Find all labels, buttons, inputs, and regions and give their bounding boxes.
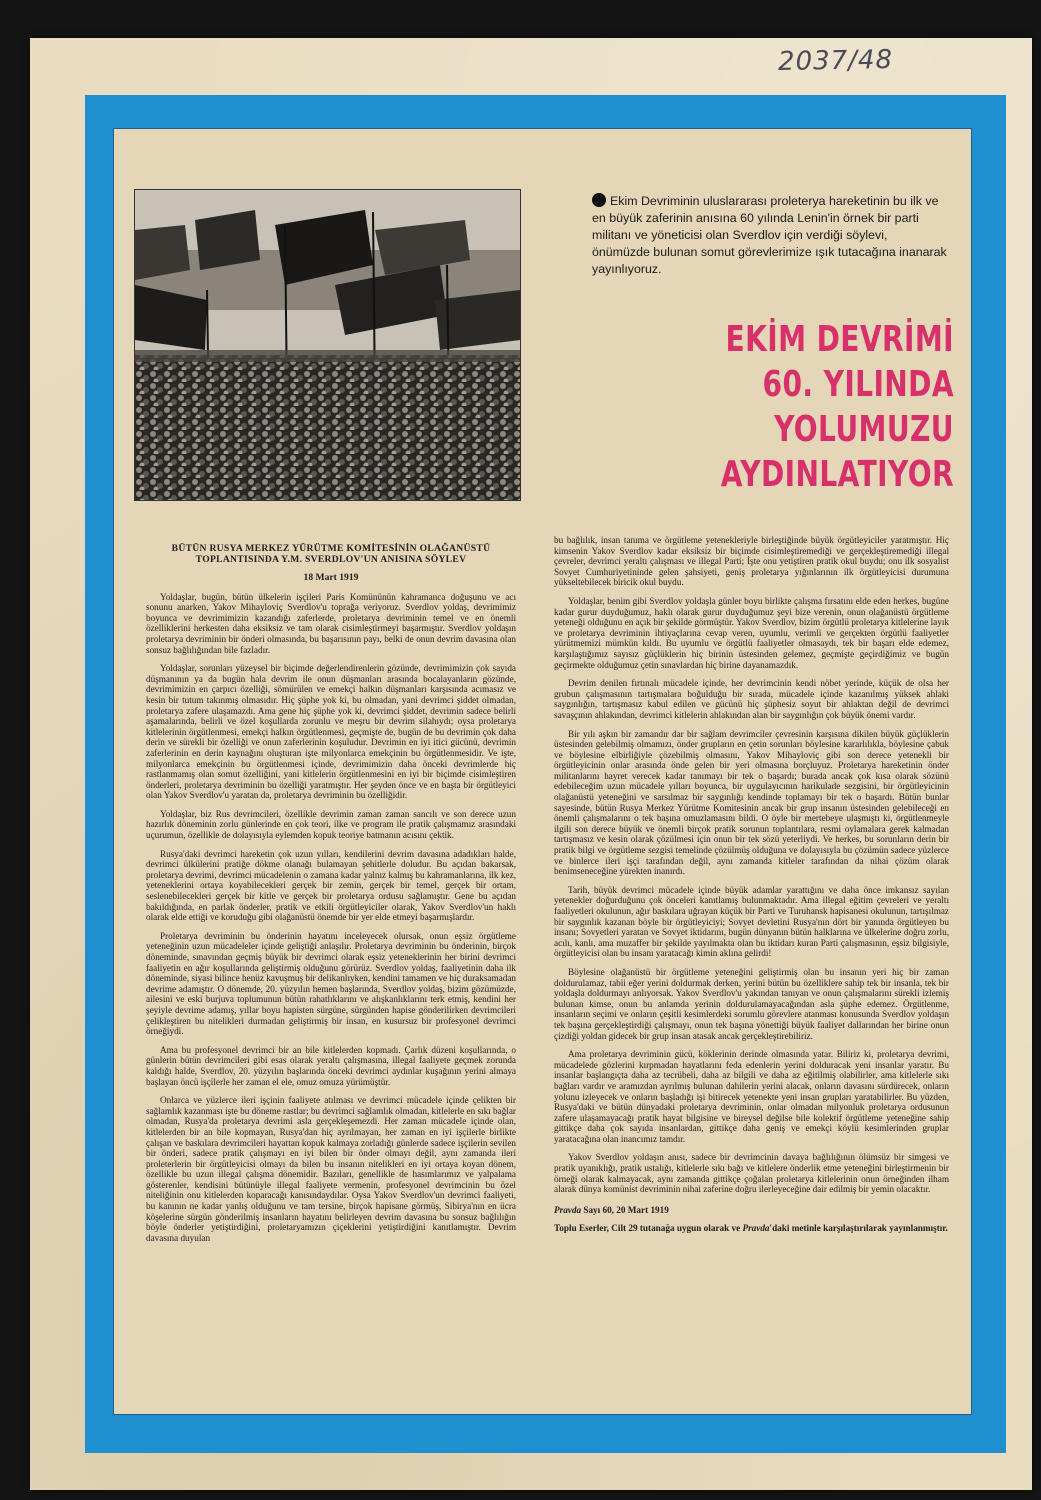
- source-citation: [554, 1205, 949, 1216]
- paragraph: Devrim denilen fırtınalı mücadele içinde, her devrimcinin kendi nöbet yerinde, küçük de olsa her grubun çalışmasının tartışmalara boğulduğu bir sırada, mücadele içinde kazanılmış yüksek ahlaki saygınlığın, tartışmasız kabul edilen ve gücünü hiç şüphesiz soyut bir ahlaktan değil de devrimci savaşçının ahlakından, devrimci kitlelerin ahlakından alan bir saygınlığın çok büyük önemi vardır.: [554, 678, 949, 720]
- left-text-column: [146, 543, 516, 1251]
- paragraph: Tarih, büyük devrimci mücadele içinde büyük adamlar yarattığını ve daha önce imkansız sayılan yetenekler doğurduğunu çok önceleri kanıtlamış bulunmaktadır. Ama illegal eğitim çevreleri ve yeraltı faaliyetleri okulunun, ağır baskılara uğrayan küçük bir Parti ve Turuhansk hapisanesi okulunun, tartışılmaz bir saygınlık kazanan böyle bir örgütleyiciyi; Sovyet devletini Rusya'nın dört bir yanında örgütleyen bu insanı; Sovyetleri yaratan ve Sovyet iktidarını, bugün dünyanın bütün halklarına ve ülkelerine doğru zorlu, acılı, kanlı, ama muzaffer bir şekilde yayılmakta olan bu iktidarı kuran Parti çalışmasının, eşsiz bilgisiyle, örgütleyicisi olan bu insanı yaratacağı kimin aklına gelirdi!: [554, 884, 949, 959]
- headline-line-4: AYDINLATIYOR: [720, 454, 954, 495]
- headline-line-1: EKİM DEVRİMİ: [725, 319, 954, 360]
- paragraph: Böylesine olağanüstü bir örgütleme yeteneğini geliştirmiş olan bu insanın yeri hiç bir zaman doldurulamaz, tabii eğer yerini doldurmak derken, yerini bütün bu özelliklere sahip tek bir insanla, tek bir yoldaşla doldurmayı anlıyorsak. Yakov Sverdlov'u yakından tanıyan ve onun çalışmalarını sürekli izlemiş bulunan kimse, onun bu anlamda yerinin doldurulamayacağından asla şüphe edemez. Örgütlenme, insanların seçimi ve onların çeşitli kesimlerdeki sorumlu görevlere atanması konusunda Sverdlov yoldaşın tek başına gerçekleştirdiği çalışmayı, onun tek başına yönettiği büyük faaliyet dallarından her birine onun çizdiği yoldan gidecek bir grup insan atasak ancak gerçekleştirebiliriz.: [554, 966, 949, 1041]
- content-panel: [113, 128, 972, 1415]
- paragraph: Yoldaşlar, biz Rus devrimcileri, özellikle devrimin zaman zaman sancılı ve son derece uzun hazırlık döneminin zorlu günlerinde en çok teori, ilke ve program ile pratik çalışmamız arasındaki uçurumun, özellikle de dolayısıyla eylemden kopuk teoriye batmanın acısını çektik.: [146, 808, 516, 841]
- source-issue: Sayı 60, 20 Mart 1919: [583, 1204, 669, 1215]
- paragraph: Onlarca ve yüzlerce ileri işçinin faaliyete atılması ve devrimci mücadele içinde çelikten bir sağlamlık kazanması işte bu döneme rastlar; bu devrimci sağlamlık olmadan, kitlelerle en sıkı bağlar olmadan, Rusya'da proletarya devrimi asla gerçekleşemezdi. Her zaman mücadele içinde olan, kitlelerden bir an bile kopmayan, Rusya'dan hiç ayrılmayan, her zaman en iyi işçilerle birlikte çalışan ve baskılara devrimcileri hayattan kopuk kalmaya zorladığı günlerde sadece işçilerin sevilen bir önderi, sadece pratik çalışmayı en iyi bilen bir önder olmayı değil, aynı zamanda ileri proleterlerin bir örgütleyicisi olmayı da bilen bu insanın nitelikleri en iyi ortaya koyan dönem, özellikle bu uzun illegal çalışma dönemidir. Bazıları, genellikle de hasımlarımız ve yalpalama gösterenler, kendisini bütünüyle illegal faaliyete vermenin, profesyonel devrimcinin bu özel niteliğinin onu kitlelerden koparacağı kanısındaydılar. Oysa Yakov Sverdlov'un devrimci faaliyeti, bu kanının ne kadar yanlış olduğunu ve tam tersine, birçok hapisane görmüş, Sibirya'nın en ücra köşelerine sürgün gönderilmiş insanların hayatını belirleyen devrim davasına bu sonsuz bağlılığın böyle önderler yetiştirdiğini, proletaryamızın çiçeklerini yetiştirdiğini kanıtlamıştır. Devrim davasına duyulan: [146, 1095, 516, 1243]
- speech-title: BÜTÜN RUSYA MERKEZ YÜRÜTME KOMİTESİNİN OLAĞANÜSTÜ TOPLANTISINDA Y.M. SVERDLOV'UN ANISINA SÖYLEV: [171, 543, 491, 565]
- paragraph: Yoldaşlar, sorunları yüzeysel bir biçimde değerlendirenlerin gözünde, devrimimizin çok sayıda düşmanının ya da bugün hala devrim ile onun düşmanları arasında bocalayanların gözünde, devrimimizin en çarpıcı özelliği, sömürülen ve emekçi halkın düşmanları karşısında acımasız ve kesin bir tutum takınmış olmasıdır. Hiç şüphe yok ki, bu olmadan, yani devrimci şiddet olmadan, proletarya zafere ulaşamazdı. Ama gene hiç şüphe yok ki, devrimci şiddet, devrimin sadece belirli aşamalarında, belirli ve özel koşullarda zorunlu ve meşru bir devrim silahıydı; oysa proletarya kitlelerinin örgütlenmesi, emekçi halkın örgütlenmesi, geçmişte de, bugün de bu devrimin çok daha derin ve sürekli bir özelliği ve onun zaferlerinin koşuludur. Devrimin en iyi itici gücünü, devrimin zaferlerinin en derin kaynağını oluşturan işte milyonlarca emekçinin bu örgütlenmesidir. Ve işte, milyonlarca emekçinin bu örgütlenmesi içinde, devrimimizin daha önceki devrimlerde hiç rastlanmamış olan somut özelliğini, yani kitlelerin örgütlenmesini en iyi bir biçimde cisimleştiren önderleri, proletarya devriminin bu özelliği yaratmıştır. Her şeyden önce ve en başta bir örgütleyici olan Yakov Sverdlov'u yaratan da, proletarya devriminin bu özelliğidir.: [146, 663, 516, 801]
- paragraph: Proletarya devriminin bu önderinin hayatını inceleyecek olursak, onun eşsiz örgütleme yeteneğinin uzun mücadeleler içinde geliştiği anlaşılır. Proletarya devriminin bu önderinin, birçok döneminde, sınavından geçmiş büyük bir devrimci olarak eşsiz yeteneklerinin her birini devrimci faaliyetin en ağır koşullarında geliştirmiş olduğunu görürüz. Sverdlov yoldaş, faaliyetinin daha ilk döneminde, siyasi bilince henüz kavuşmuş bir delikanlıyken, kendini tamamen ve hiç duraksamadan devrime adamıştır. O dönemde, 20. yüzyılın hemen başlarında, Sverdlov yoldaş, bizim gözümüzde, ailesini ve eski burjuva toplumunun bütün rahatlıklarını ve alışkanlıklarını terk etmiş, kendini her şeyiyle devrime adamış, yıllar boyu hapisten sürgüne, sürgünden hapise gönderilirken devrimcileri çelikleştiren bu nitelikleri durmadan geliştirmiş bir insan, en kusursuz bir profesyonel devrimci örneğiydi.: [146, 930, 516, 1037]
- speech-date: 18 Mart 1919: [303, 572, 359, 583]
- headline-line-3: YOLUMUZU: [774, 409, 954, 450]
- crowd-photograph: [134, 189, 521, 501]
- paragraph: Ama bu profesyonel devrimci bir an bile kitlelerden kopmadı. Çarlık düzeni koşullarında, o günlerin bütün devrimcileri gibi esas olarak yeraltı çalışmasına, illegal faaliyete geçmek zorunda kaldığı halde, Sverdlov, 20. yüzyılın başlarında önceki devrimci aydınlar kuşağının yerini almaya başlayan öncü işçilerle her zaman el ele, omuz omuza yürümüştür.: [146, 1044, 516, 1087]
- source-publication: Pravda: [554, 1204, 582, 1215]
- paragraph: Yakov Sverdlov yoldaşın anısı, sadece bir devrimcinin davaya bağlılığının ölümsüz bir simgesi ve pratik uyanıklığı, pratik ustalığı, kitlelerle sıkı bağı ve kitlelere önderlik etme yeteneğini birleştirmenin bir örneği olarak kalmayacak, aynı zamanda gittikçe çoğalan proletarya kitlelerinin onun örneğinden ilham alarak dünya komünist devriminin nihai zaferine doğru ilerleyeceğine dair edilmiş bir yemin olacaktır.: [554, 1152, 949, 1195]
- headline-line-2: 60. YILINDA: [762, 364, 954, 405]
- collected-works-publication: Pravda: [742, 1223, 770, 1234]
- collected-works-note: [554, 1223, 949, 1234]
- intro-paragraph: [592, 193, 947, 278]
- intro-text: Ekim Devriminin uluslararası proleterya hareketinin bu ilk ve en büyük zaferinin anısına 60 yılında Lenin'in örnek bir parti militanı ve yöneticisi olan Sverdlov için verdiği söylevi, önümüzde bulunan somut görevlerimize ışık tutacağına inanarak yayınlıyoruz.: [592, 194, 947, 276]
- crowd-with-banners-illustration: [135, 190, 520, 500]
- paragraph: Yoldaşlar, benim gibi Sverdlov yoldaşla günler boyu birlikte çalışma fırsatını elde eden herkes, bugüne kadar gurur duyduğumuz, haklı olarak gurur duyduğumuz şeyi bize verenin, onun olağanüstü örgütleme yeteneği olduğunu en açık bir şekilde görmüştür. Yakov Sverdlov, bizim örgütlü proletarya kitlelerine layık ve proletarya devriminin ihtiyaçlarına cevap veren, uyumlu, verimli ve gerçekten örgütlü faaliyetler yürütmemizi mümkün kıldı. Bu uyumlu ve örgütlü faaliyetler olmasaydı, tek bir başarı elde edemez, karşılaştığımız sayısız güçlüklerin hiç birinin üstesinden gelemez, geçmişte geçirdiğimiz ve bugün geçirmekte olduğumuz çetin sınavlardan hiç birine dayanamazdık.: [554, 595, 949, 670]
- handwritten-archive-number: 2037/48: [777, 44, 894, 78]
- bullet-dot-icon: [592, 193, 606, 207]
- paragraph: Ama proletarya devriminin gücü, köklerinin derinde olmasında yatar. Biliriz ki, proletarya devrimi, mücadelede gözlerini kırpmadan hayatlarını feda edenlerin yerini dolduracak yeni insanlar yaratır. Bu insanlar başlangıçta daha az tecrübeli, daha az bilgili ve daha az eğitilmiş olabilirler, ama kitlelerle sıkı bağları vardır ve aramızdan ayrılmış bulunan dahilerin yerini alacak, onların davasını sürdürecek, onların yolunu izleyecek ve onların başladığı işi bitirecek yetenekte yeni insan grupları yaratabilirler. Bu yüzden, Rusya'daki ve bütün dünyadaki proletarya devriminin, onlar olmadan milyonluk proletarya ordusunun zafere ulaşamayacağı pratik hayat bilgisine ve bireysel değilse bile kolektif örgütleme yeteneğine sahip gittikçe daha çok sayıda insanlardan, gittikçe daha geniş ve emekçi köylü kesimlerinden gruplar yaratacağına olan inancımız tamdır.: [554, 1049, 949, 1144]
- paragraph: bu bağlılık, insan tanıma ve örgütleme yetenekleriyle birleştiğinde büyük örgütleyiciler yaratmıştır. Hiç kimsenin Yakov Sverdlov kadar eksiksiz bir biçimde cisimleştiremediği ve gerçekleştiremediği illegal çevreler, devrimci yeraltı çalışması ve illegal Parti; İşte onu yetiştiren pratik okul buydu; onu ilk sosyalist Sovyet Cumhuriyetininde gelen şahsiyeti, geniş proletarya yığınlarının ilk örgütleyicisi durumuna yükseltebilecek biricik okul buydu.: [554, 535, 949, 588]
- paragraph: Bir yılı aşkın bir zamandır dar bir sağlam devrimciler çevresinin karşısına dikilen büyük güçlüklerin üstesinden gelebilmiş olmamızı, önder grupların en çetin sorunları böylesine kararlılıkla, böylesine çabuk ve böylesine elbirliğiyle çözebilmiş olmasını, Yakov Mihayloviç gibi son derece yetenekli bir örgütleyicinin onlar arasında önde gelen bir yeri olmasına borçluyuz. Proletarya hareketinin önder militanlarını hayret verecek kadar tanımayı bir tek o başardı; burada ancak çok kısa olarak sözünü edebileceğim uzun mücadele yılları boyunca, bir uygulayıcının harikulade sezgisini, bir örgütleyicinin olağanüstü yeteneğini ve sarsılmaz bir saygınlığı kendinde toplamayı bir tek o başardı. Bütün bunlar sayesinde, bütün Rusya Merkez Yürütme Komitesinin ancak bir grup insanın üstesinden gelebileceği en önemli çalışmalarını o tek başına omuzlamasını bildi. O öyle bir mertebeye ulaşmıştı ki, örgütlenmeyle ilgili son derece büyük ve önemli birçok pratik sorunun toplantılara, resmi oylamalara gerek kalmadan tartışmasız ve kesin olarak çözülmesi için onun bir tek sözü yeterliydi. Ve herkes, bu sorunların derin bir pratik bilgi ve örgütleme sezgisi temelinde çözülmüş olduğuna ve dolayısıyla bu çözümün sadece yüzlerce ve binlerce ileri işçi tarafından değil, aynı zamanda kitleler tarafından da nihai çözüm olarak benimseneceğine yürekten inanırdı.: [554, 728, 949, 877]
- right-text-column: [554, 535, 949, 1242]
- collected-works-text: , Cilt 29 tutanağa uygun olarak ve: [606, 1223, 743, 1234]
- paragraph: Rusya'daki devrimci hareketin çok uzun yılları, kendilerini devrim davasına adadıkları halde, devrimci ülkülerini pratiğe dökme olanağı bulamayan şehitlerle doludur. Bu açıdan bakarsak, proletarya devrimi, devrimci mücadelenin o zamana kadar yalnız kalmış bu kahramanlarına, ilk kez, yeteneklerini ortaya koyabilecekleri gerçek bir zemin, gerçek bir temel, gerçek bir ortam, seslenebilecekleri gerçek bir kitle ve gerçek bir proletarya ordusu sağlamıştır. Gene bu açıdan bakıldığında, en parlak önderler, pratik ve etkili örgütleyiciler olarak, Yakov Sverdlov'un haklı olarak elde ettiği ve koruduğu gibi olağanüstü önemde bir yer elde etmeyi başarmışlardır.: [146, 848, 516, 923]
- collected-works-title: Toplu Eserler: [554, 1223, 607, 1234]
- paragraph: Yoldaşlar, bugün, bütün ülkelerin işçileri Paris Komününün kahramanca doğuşunu ve acı sonunu anarken, Yakov Mihayloviç Sverdlov'u toprağa veriyoruz. Sverdlov yoldaş, devrimimiz boyunca ve devrimimizin kazandığı zaferlerde, proletarya devriminin temel ve en önemli özelliklerini herkesten daha eksiksiz ve tam olarak cisimleştirmeyi başarmıştır. Sverdlov yoldaşın proletarya devriminin bir önderi olmasında, bu başarısının payı, belki de onun devrim davasına olan sonsuz bağlılığından bile fazladır.: [146, 591, 516, 655]
- newspaper-sheet: [30, 38, 1032, 1490]
- headline: [665, 317, 954, 497]
- collected-works-text-end: 'daki metinle karşılaştırılarak yayınlanmıştır.: [769, 1223, 948, 1234]
